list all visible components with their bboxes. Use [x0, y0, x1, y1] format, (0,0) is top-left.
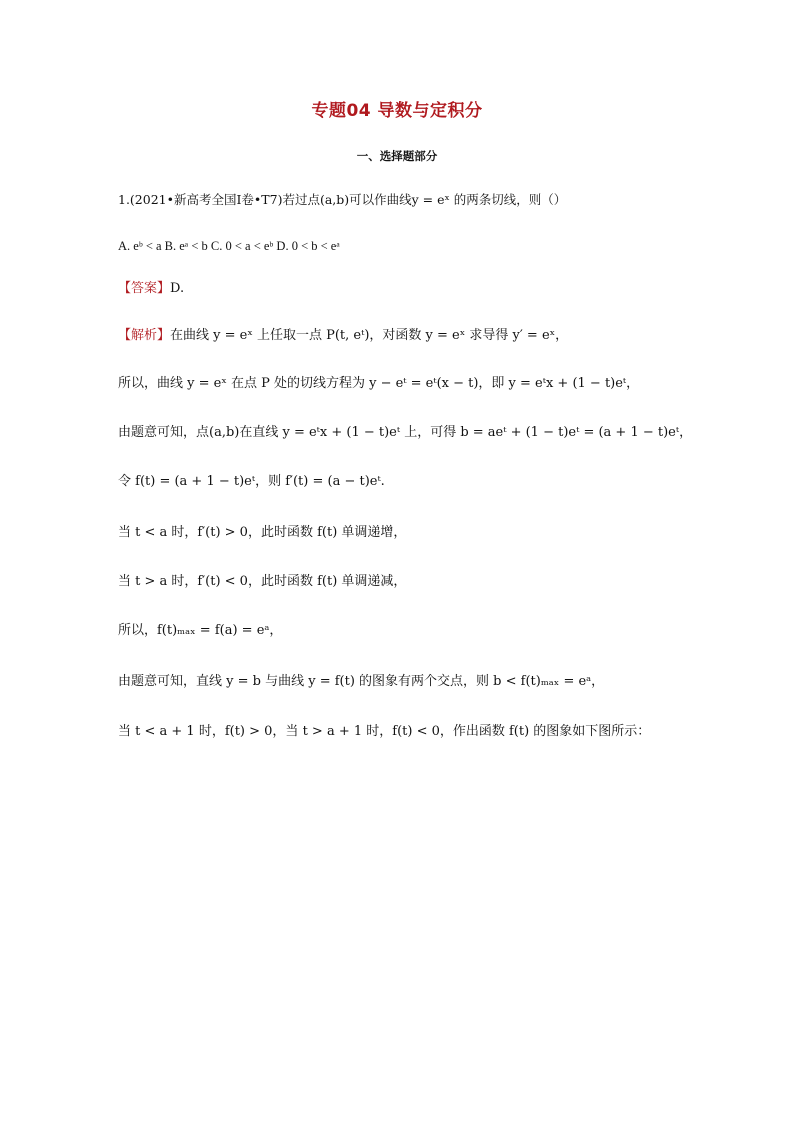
- analysis-line-1: [118, 326, 568, 346]
- analysis-tag: 【解析】: [118, 328, 171, 343]
- analysis-line-2: 所以，曲线 y = eˣ 在点 P 处的切线方程为 y − eᵗ = eᵗ(x − t)，即 y = eᵗx + (1 − t)eᵗ，: [118, 376, 640, 391]
- section-heading: 一、选择题部分: [356, 149, 438, 163]
- analysis-line-6: 当 t > a 时，f′(t) < 0，此时函数 f(t) 单调递减，: [118, 574, 407, 589]
- question-text: 1.(2021•新高考全国Ⅰ卷•T7)若过点(a,b)可以作曲线y = eˣ 的两条切线，则（）: [118, 192, 567, 207]
- analysis-line-9: 当 t < a + 1 时，f(t) > 0，当 t > a + 1 时，f(t) < 0，作出函数 f(t) 的图象如下图所示：: [118, 724, 651, 739]
- analysis-line-8: 由题意可知，直线 y = b 与曲线 y = f(t) 的图象有两个交点，则 b < f(t)ₘₐₓ = eᵃ，: [118, 674, 605, 689]
- answer-tag: 【答案】: [118, 281, 171, 296]
- answer-line: [118, 279, 184, 299]
- analysis-line-3: 由题意可知，点(a,b)在直线 y = eᵗx + (1 − t)eᵗ 上，可得 b = aeᵗ + (1 − t)eᵗ = (a + 1 − t)eᵗ，: [118, 425, 693, 440]
- page-title: 专题04 导数与定积分: [311, 101, 483, 121]
- answer-options: A. eᵇ < a B. eᵃ < b C. 0 < a < eᵇ D. 0 < b < eᵃ: [118, 239, 340, 253]
- answer-value: D.: [170, 281, 185, 296]
- analysis-line-7: 所以，f(t)ₘₐₓ = f(a) = eᵃ，: [118, 623, 283, 638]
- analysis-line-5: 当 t < a 时，f′(t) > 0，此时函数 f(t) 单调递增，: [118, 525, 407, 540]
- analysis-text-1: 在曲线 y = eˣ 上任取一点 P(t, eᵗ)，对函数 y = eˣ 求导得 y′ = eˣ，: [170, 328, 569, 343]
- analysis-line-4: 令 f(t) = (a + 1 − t)eᵗ，则 f′(t) = (a − t)eᵗ.: [118, 474, 385, 489]
